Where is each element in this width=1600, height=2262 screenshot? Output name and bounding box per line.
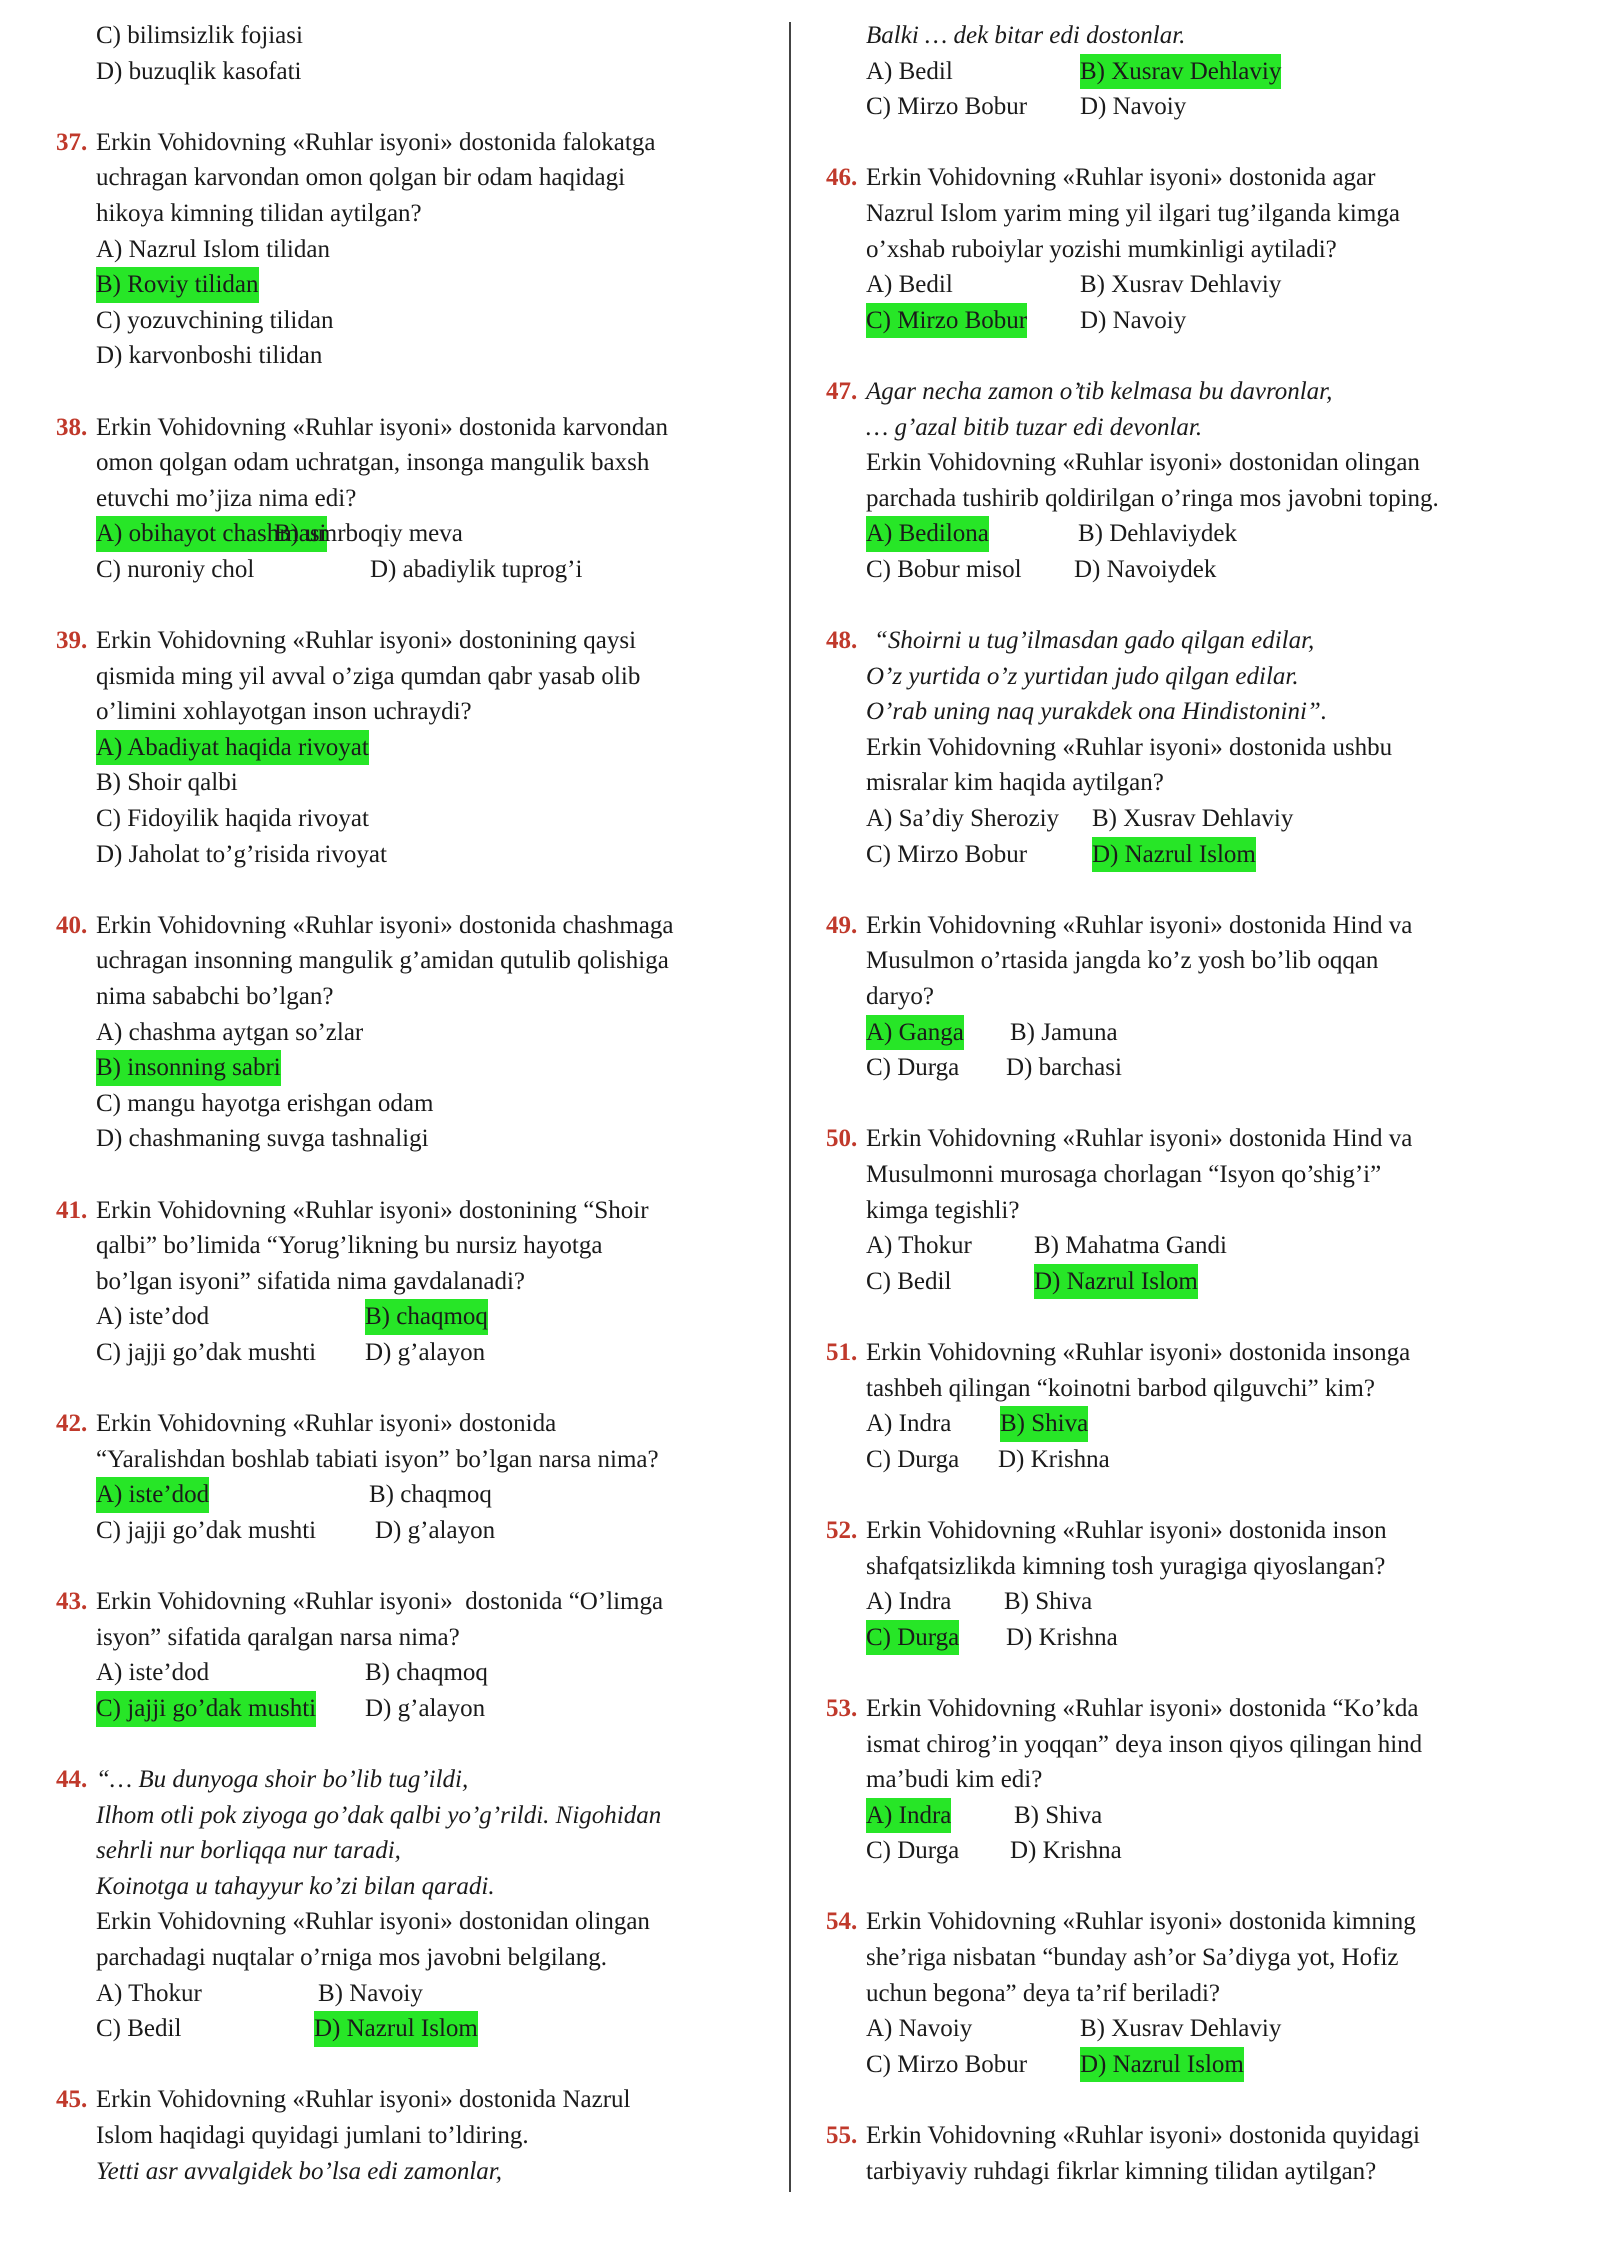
- question-number: 48.: [826, 627, 858, 655]
- option-b: B) Xusrav Dehlaviy: [1080, 2015, 1282, 2043]
- option-a-correct: A) iste’dod: [96, 1477, 209, 1513]
- option-c: C) mangu hayotga erishgan odam: [96, 1089, 434, 1117]
- option-c: C) Durga: [866, 1445, 960, 1473]
- option-c-correct: C) Mirzo Bobur: [866, 303, 1027, 339]
- option-d: D) Krishna: [1006, 1623, 1118, 1651]
- option-b: B) Mahatma Gandi: [1034, 1232, 1228, 1260]
- option-b-correct: B) Roviy tilidan: [96, 267, 259, 303]
- option-c: C) jajji go’dak mushti: [96, 1338, 317, 1366]
- left-column: [56, 18, 776, 2189]
- option-b: B) Xusrav Dehlaviy: [1080, 271, 1282, 299]
- option-c: C) Mirzo Bobur: [866, 840, 1028, 868]
- question-49: 49. Erkin Vohidovning «Ruhlar isyoni» dostonida Hind va Musulmon o’rtasida jangda ko’z yosh bo’lib oqqan daryo? A) Ganga B) Jamuna C) Durga D) barchasi: [826, 908, 1556, 1086]
- option-d: D) g’alayon: [365, 1694, 486, 1722]
- option-d: D) g’alayon: [375, 1516, 496, 1544]
- question-44: 44. “… Bu dunyoga shoir bo’lib tug’ildi, Ilhom otli pok ziyoga go’dak qalbi yo’g’rildi. Nigohidan sehrli nur borliqqa nur taradi, Koinotga u tahayyur ko’zi bilan qaradi. Erkin Vohidovning «Ruhlar isyoni» dostonidan olingan parchadagi nuqtalar o’rniga mos javobni belgilang. A) Thokur B) Navoiy C) Bedil D) Nazrul Islom: [56, 1762, 776, 2047]
- option-a: A) Sa’diy Sheroziy: [866, 805, 1060, 833]
- option-d: D) Navoiy: [1080, 306, 1187, 334]
- option-a: A) iste’dod: [96, 1303, 210, 1331]
- option-a: A) Nazrul Islom tilidan: [96, 235, 330, 263]
- question-number: 51.: [826, 1338, 858, 1366]
- question-45-continued: Balki … dek bitar edi dostonlar. A) Bedil B) Xusrav Dehlaviy C) Mirzo Bobur D) Navoiy: [826, 18, 1556, 125]
- question-39: 39. Erkin Vohidovning «Ruhlar isyoni» dostonining qaysi qismida ming yil avval o’ziga qumdan qabr yasab olib o’limini xohlayotgan inson uchraydi? A) Abadiyat haqida rivoyat B) Shoir qalbi C) Fidoyilik haqida rivoyat D) Jaholat to’g’risida rivoyat: [56, 623, 776, 872]
- question-48: 48. “Shoirni u tug’ilmasdan gado qilgan edilar, O’z yurtida o’z yurtidan judo qilgan edilar. O’rab uning naq yurakdek ona Hindistonini”. Erkin Vohidovning «Ruhlar isyoni» dostonida ushbu misralar kim haqida aytilgan? A) Sa’diy Sheroziy B) Xusrav Dehlaviy C) Mirzo Bobur D) Nazrul Islom: [826, 623, 1556, 872]
- question-number: 47.: [826, 377, 858, 405]
- question-number: 46.: [826, 164, 858, 192]
- option-d-correct: D) Nazrul Islom: [314, 2011, 478, 2047]
- option-b: B) Shiva: [1014, 1801, 1103, 1829]
- right-column: [826, 18, 1556, 2189]
- option-d: D) abadiylik tuprog’i: [370, 555, 583, 583]
- option-c-correct: C) Durga: [866, 1620, 959, 1656]
- question-43: 43. Erkin Vohidovning «Ruhlar isyoni» dostonida “O’limga isyon” sifatida qaralgan narsa nima? A) iste’dod B) chaqmoq C) jajji go’dak mushti D) g’alayon: [56, 1584, 776, 1726]
- option-b: B) Navoiy: [318, 1979, 423, 2007]
- question-number: 42.: [56, 1410, 88, 1438]
- option-d: D) karvonboshi tilidan: [96, 342, 323, 370]
- question-number: 50.: [826, 1125, 858, 1153]
- question-number: 52.: [826, 1516, 858, 1544]
- option-c: C) Mirzo Bobur: [866, 2050, 1028, 2078]
- option-b: B) Shiva: [1004, 1588, 1093, 1616]
- option-b-correct: B) Shiva: [1000, 1406, 1088, 1442]
- option-a: A) Bedil: [866, 271, 953, 299]
- option-b: B) umrboqiy meva: [274, 520, 463, 548]
- option-b-correct: B) insonning sabri: [96, 1050, 281, 1086]
- option-c: C) Mirzo Bobur: [866, 93, 1028, 121]
- option-a: A) Thokur: [96, 1979, 202, 2007]
- column-divider: [789, 22, 791, 2192]
- question-number: 54.: [826, 1908, 858, 1936]
- question-42: 42. Erkin Vohidovning «Ruhlar isyoni» dostonida “Yaralishdan boshlab tabiati isyon” bo’lgan narsa nima? A) iste’dod B) chaqmoq C) jajji go’dak mushti D) g’alayon: [56, 1406, 776, 1548]
- option-c: C) Bedil: [96, 2015, 182, 2043]
- option-b: B) chaqmoq: [369, 1481, 492, 1509]
- option: C) bilimsizlik fojiasi: [96, 22, 303, 49]
- option-c-correct: C) jajji go’dak mushti: [96, 1691, 316, 1727]
- question-number: 53.: [826, 1694, 858, 1722]
- option-a: A) Navoiy: [866, 2015, 973, 2043]
- question-40: 40. Erkin Vohidovning «Ruhlar isyoni» dostonida chashmaga uchragan insonning mangulik g’amidan qutulib qolishiga nima sababchi bo’lgan? A) chashma aytgan so’zlar B) insonning sabri C) mangu hayotga erishgan odam D) chashmaning suvga tashnaligi: [56, 908, 776, 1157]
- question-50: 50. Erkin Vohidovning «Ruhlar isyoni» dostonida Hind va Musulmonni murosaga chorlagan “Isyon qo’shig’i” kimga tegishli? A) Thokur B) Mahatma Gandi C) Bedil D) Nazrul Islom: [826, 1121, 1556, 1299]
- option-b: B) Jamuna: [1010, 1018, 1118, 1046]
- option-d: D) Navoiy: [1080, 93, 1187, 121]
- option-c: C) Bedil: [866, 1267, 952, 1295]
- option-d: D) Krishna: [1010, 1837, 1122, 1865]
- option-a: A) Thokur: [866, 1232, 972, 1260]
- option-b: B) Dehlaviydek: [1078, 520, 1237, 548]
- option-b: B) chaqmoq: [365, 1659, 488, 1687]
- option-d-correct: D) Nazrul Islom: [1092, 837, 1256, 873]
- option-c: C) Durga: [866, 1054, 960, 1082]
- option-b: B) Shoir qalbi: [96, 769, 238, 797]
- question-41: 41. Erkin Vohidovning «Ruhlar isyoni» dostonining “Shoir qalbi” bo’limida “Yorug’likning bu nursiz hayotga bo’lgan isyoni” sifatida nima gavdalanadi? A) iste’dod B) chaqmoq C) jajji go’dak mushti D) g’alayon: [56, 1193, 776, 1371]
- question-number: 45.: [56, 2086, 88, 2114]
- question-53: 53. Erkin Vohidovning «Ruhlar isyoni» dostonida “Ko’kda ismat chirog’in yoqqan” deya inson qiyos qilingan hind ma’budi kim edi? A) Indra B) Shiva C) Durga D) Krishna: [826, 1691, 1556, 1869]
- question-number: 44.: [56, 1766, 88, 1794]
- question-37: 37. Erkin Vohidovning «Ruhlar isyoni» dostonida falokatga uchragan karvondan omon qolgan bir odam haqidagi hikoya kimning tilidan aytilgan? A) Nazrul Islom tilidan B) Roviy tilidan C) yozuvchining tilidan D) karvonboshi tilidan: [56, 125, 776, 374]
- option-a: A) Bedil: [866, 57, 953, 85]
- question-number: 41.: [56, 1196, 88, 1224]
- question-51: 51. Erkin Vohidovning «Ruhlar isyoni» dostonida insonga tashbeh qilingan “koinotni barbod qilguvchi” kim? A) Indra B) Shiva C) Durga D) Krishna: [826, 1335, 1556, 1477]
- option-c: C) yozuvchining tilidan: [96, 306, 334, 334]
- option-a: A) Indra: [866, 1410, 952, 1438]
- option-a-correct: A) Abadiyat haqida rivoyat: [96, 730, 369, 766]
- option: D) buzuqlik kasofati: [96, 57, 302, 85]
- option-d: D) g’alayon: [365, 1338, 486, 1366]
- option-a: A) chashma aytgan so’zlar: [96, 1018, 364, 1046]
- option-a-correct: A) Bedilona: [866, 516, 989, 552]
- question-45: 45. Erkin Vohidovning «Ruhlar isyoni» dostonida Nazrul Islom haqidagi quyidagi jumlani to’ldiring. Yetti asr avvalgidek bo’lsa edi zamonlar,: [56, 2082, 776, 2189]
- option-b-correct: B) chaqmoq: [365, 1299, 488, 1335]
- option-a-correct: A) Indra: [866, 1798, 951, 1834]
- option-c: C) Durga: [866, 1837, 960, 1865]
- question-number: 40.: [56, 911, 88, 939]
- option-d: D) Krishna: [998, 1445, 1110, 1473]
- option-a: A) iste’dod: [96, 1659, 210, 1687]
- option-d: D) Jaholat to’g’risida rivoyat: [96, 840, 387, 868]
- option-c: C) Fidoyilik haqida rivoyat: [96, 805, 369, 833]
- option-d: D) barchasi: [1006, 1054, 1122, 1082]
- question-number: 37.: [56, 128, 88, 156]
- question-number: 55.: [826, 2122, 858, 2150]
- question-number: 43.: [56, 1588, 88, 1616]
- question-number: 38.: [56, 413, 88, 441]
- question-55: 55. Erkin Vohidovning «Ruhlar isyoni» dostonida quyidagi tarbiyaviy ruhdagi fikrlar kimning tilidan aytilgan?: [826, 2118, 1556, 2189]
- option-c: C) Bobur misol: [866, 555, 1022, 583]
- option-d-correct: D) Nazrul Islom: [1034, 1264, 1198, 1300]
- option-a-correct: A) obihayot chashmasi: [96, 516, 327, 552]
- option-c: C) nuroniy chol: [96, 555, 255, 583]
- question-46: 46. Erkin Vohidovning «Ruhlar isyoni» dostonida agar Nazrul Islom yarim ming yil ilgari tug’ilganda kimga o’xshab ruboiylar yozishi mumkinligi aytiladi? A) Bedil B) Xusrav Dehlaviy C) Mirzo Bobur D) Navoiy: [826, 160, 1556, 338]
- option-d-correct: D) Nazrul Islom: [1080, 2047, 1244, 2083]
- question-38: 38. Erkin Vohidovning «Ruhlar isyoni» dostonida karvondan omon qolgan odam uchratgan, insonga mangulik baxsh etuvchi mo’jiza nima edi? A) obihayot chashmasi B) umrboqiy meva C) nuroniy chol D) abadiylik tuprog’i: [56, 410, 776, 588]
- option-b: B) Xusrav Dehlaviy: [1092, 805, 1294, 833]
- option-b-correct: B) Xusrav Dehlaviy: [1080, 54, 1281, 90]
- option-a-correct: A) Ganga: [866, 1015, 964, 1051]
- question-47: 47. Agar necha zamon o’tib kelmasa bu davronlar, … g’azal bitib tuzar edi devonlar. Erkin Vohidovning «Ruhlar isyoni» dostonidan olingan parchada tushirib qoldirilgan o’ringa mos javobni toping. A) Bedilona B) Dehlaviydek C) Bobur misol D) Navoiydek: [826, 374, 1556, 588]
- question-number: 39.: [56, 627, 88, 655]
- question-number: 49.: [826, 911, 858, 939]
- option-c: C) jajji go’dak mushti: [96, 1516, 317, 1544]
- option-d: D) Navoiydek: [1074, 555, 1217, 583]
- option-a: A) Indra: [866, 1588, 952, 1616]
- question-54: 54. Erkin Vohidovning «Ruhlar isyoni» dostonida kimning she’riga nisbatan “bunday ash’or Sa’diyga yot, Hofiz uchun begona” deya ta’rif beriladi? A) Navoiy B) Xusrav Dehlaviy C) Mirzo Bobur D) Nazrul Islom: [826, 1904, 1556, 2082]
- option-d: D) chashmaning suvga tashnaligi: [96, 1125, 429, 1153]
- question-52: 52. Erkin Vohidovning «Ruhlar isyoni» dostonida inson shafqatsizlikda kimning tosh yuragiga qiyoslangan? A) Indra B) Shiva C) Durga D) Krishna: [826, 1513, 1556, 1655]
